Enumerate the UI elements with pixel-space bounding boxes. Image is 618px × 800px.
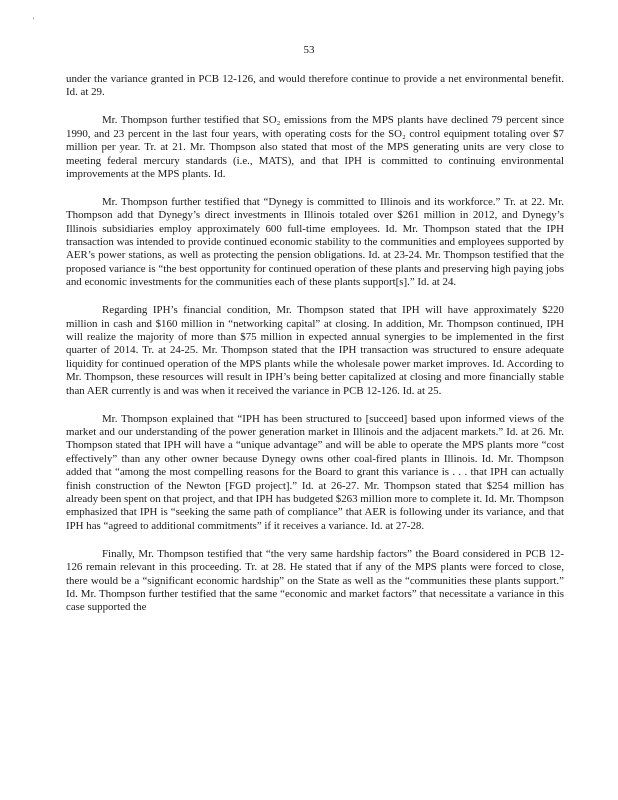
- paragraph-dynegy-commitment: Mr. Thompson further testified that “Dynegy is committed to Illinois and its workforce.” Tr. at 22. Mr. Thompson add that Dynegy’s direct investments in Illinois totaled over $261 million in 2012, and Dynegy’s Illinois subsidiaries employ approximately 600 full-time employees. Id. Mr. Thompson stated that the IPH transaction was intended to provide continued economic stability to the communities and employees supported by AER’s power stations, as well as protecting the pension obligations. Id. at 23-24. Mr. Thompson testified that the proposed variance is “the best opportunity for continued operation of these plants and preserving high paying jobs and economic investments for the communities each of these plants support[s].” Id. at 24.: [66, 195, 564, 289]
- scan-corner-mark: ': [33, 16, 35, 25]
- paragraph-financial-condition: Regarding IPH’s financial condition, Mr. Thompson stated that IPH will have approximately $220 million in cash and $160 million in “networking capital” at closing. In addition, Mr. Thompson continued, IPH will realize the majority of more than $75 million in expected annual synergies to be implemented in the first quarter of 2014. Tr. at 24-25. Mr. Thompson stated that the IPH transaction was structured to ensure adequate liquidity for continued operation of the MPS plants while the wholesale power market improves. Id. According to Mr. Thompson, these resources will result in IPH’s being better capitalized at closing and more financially stable than AER currently is and was when it received the variance in PCB 12-126. Id. at 25.: [66, 304, 564, 397]
- page-number: 53: [303, 44, 315, 56]
- paragraph-continuation: under the variance granted in PCB 12-126, and would therefore continue to provide a net environmental benefit. Id. at 29.: [66, 73, 564, 99]
- paragraph-hardship-factors: Finally, Mr. Thompson testified that “the very same hardship factors” the Board considered in PCB 12-126 remain relevant in this proceeding. Tr. at 28. He stated that if any of the MPS plants were forced to close, there would be a “significant economic hardship” on the State as well as the “communities these plants support.” Id. Mr. Thompson further testified that the same “economic and market factors” that necessitate a variance in this case supported the: [66, 547, 564, 614]
- paragraph-so2-emissions: Mr. Thompson further testified that SO₂ emissions from the MPS plants have declined 79 percent since 1990, and 23 percent in the last four years, with operating costs for the SO₂ control equipment totaling over $7 million per year. Tr. at 21. Mr. Thompson also stated that most of the MPS generating units are very close to meeting federal mercury standards (i.e., MATS), and that IPH is committed to continuing environmental improvements at the MPS plants. Id.: [66, 114, 564, 180]
- document-body: [66, 73, 564, 629]
- paragraph-iph-structure: Mr. Thompson explained that “IPH has been structured to [succeed] based upon informed views of the market and our understanding of the power generation market in Illinois and the adjacent markets.” Id. at 26. Mr. Thompson stated that IPH will have a “unique advantage” and will be able to operate the MPS plants more “cost effectively” than any other owner because Dynegy owns other coal-fired plants in Illinois. Id. Mr. Thompson added that “among the most compelling reasons for the Board to grant this variance is . . . that IPH can actually finish construction of the Newton [FGD project].” Id. at 26-27. Mr. Thompson stated that $254 million has already been spent on that project, and that IPH has budgeted $263 million more to complete it. Id. Mr. Thompson emphasized that IPH is “seeking the same path of compliance” that AER is following under its variance, and that IPH has “agreed to additional commitments” if it receives a variance. Id. at 27-28.: [66, 412, 564, 532]
